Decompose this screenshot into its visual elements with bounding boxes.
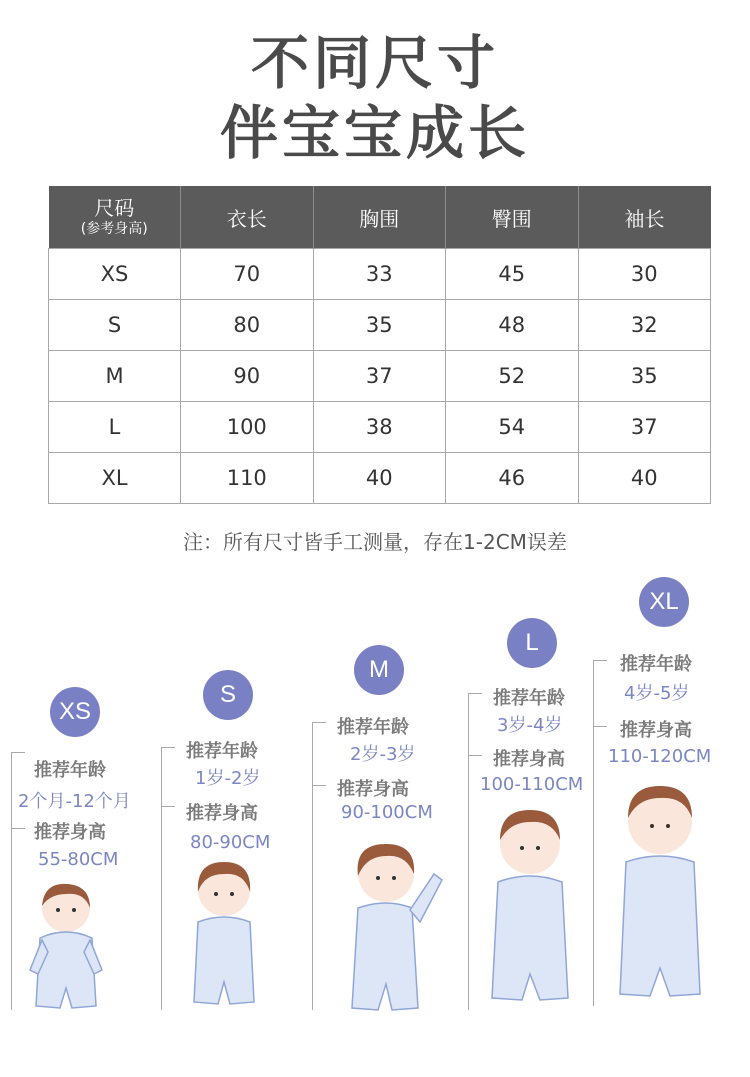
height-bracket-l	[468, 693, 469, 1010]
child-illustration-s	[182, 856, 266, 1012]
header-chest: 胸围	[313, 186, 446, 249]
cell-hip: 48	[446, 300, 579, 351]
cell-length: 90	[181, 351, 314, 402]
height-value-xl: 110-120CM	[608, 746, 712, 767]
cell-hip: 46	[446, 453, 579, 504]
bracket-tick	[593, 660, 607, 661]
child-illustration-xs	[26, 878, 106, 1018]
child-illustration-m	[334, 838, 444, 1020]
cell-sleeve: 32	[578, 300, 711, 351]
size-badge-xl: XL	[639, 577, 689, 627]
size-badge-m: M	[354, 645, 404, 695]
cell-sleeve: 30	[578, 249, 711, 300]
age-label-l: 推荐年龄	[493, 688, 565, 709]
height-label-l: 推荐身高	[493, 749, 565, 770]
bracket-tick	[161, 806, 175, 807]
cell-hip: 54	[446, 402, 579, 453]
height-label-xl: 推荐身高	[620, 720, 692, 741]
height-label-s: 推荐身高	[186, 803, 258, 824]
bracket-tick	[161, 747, 175, 748]
height-value-l: 100-110CM	[480, 774, 584, 795]
table-row	[49, 402, 711, 453]
header-length: 衣长	[181, 186, 314, 249]
size-badge-xs: XS	[50, 687, 100, 737]
age-label-xl: 推荐年龄	[620, 654, 692, 675]
height-value-m: 90-100CM	[341, 802, 433, 823]
table-row	[49, 351, 711, 402]
header-size-note: (参考身高)	[80, 221, 148, 237]
age-label-s: 推荐年龄	[186, 741, 258, 762]
page-title-line1: 不同尺寸	[250, 29, 499, 97]
page-title-line2: 伴宝宝成长	[219, 99, 530, 167]
cell-hip: 45	[446, 249, 579, 300]
row-size: XS	[49, 249, 181, 300]
bracket-tick	[11, 752, 25, 753]
row-size: M	[49, 351, 181, 402]
cell-length: 70	[181, 249, 314, 300]
size-table	[48, 186, 711, 504]
height-label-m: 推荐身高	[337, 779, 409, 800]
height-value-s: 80-90CM	[190, 832, 271, 853]
header-size-label: 尺码	[94, 196, 135, 220]
bracket-tick	[11, 828, 25, 829]
cell-hip: 52	[446, 351, 579, 402]
cell-sleeve: 37	[578, 402, 711, 453]
table-row	[49, 453, 711, 504]
age-value-m: 2岁-3岁	[350, 744, 416, 765]
age-value-xs: 2个月-12个月	[18, 791, 131, 812]
bracket-tick	[468, 755, 482, 756]
row-size: S	[49, 300, 181, 351]
age-value-xl: 4岁-5岁	[624, 683, 690, 704]
cell-chest: 38	[313, 402, 446, 453]
bracket-tick	[312, 722, 326, 723]
header-hip: 臀围	[446, 186, 579, 249]
child-illustration-xl	[610, 782, 710, 1008]
bracket-tick	[593, 726, 607, 727]
header-sleeve: 袖长	[578, 186, 711, 249]
cell-length: 80	[181, 300, 314, 351]
age-value-l: 3岁-4岁	[497, 715, 563, 736]
size-badge-l: L	[507, 618, 557, 668]
cell-chest: 35	[313, 300, 446, 351]
age-value-s: 1岁-2岁	[195, 768, 261, 789]
header-size	[49, 186, 181, 249]
cell-sleeve: 35	[578, 351, 711, 402]
bracket-tick	[312, 785, 326, 786]
cell-length: 100	[181, 402, 314, 453]
cell-chest: 37	[313, 351, 446, 402]
table-header-row	[49, 186, 711, 249]
row-size: XL	[49, 453, 181, 504]
cell-length: 110	[181, 453, 314, 504]
cell-sleeve: 40	[578, 453, 711, 504]
height-bracket-xs	[11, 752, 12, 1010]
height-label-xs: 推荐身高	[34, 822, 106, 843]
measurement-note: 注：所有尺寸皆手工测量，存在1-2CM误差	[183, 530, 567, 554]
height-bracket-m	[312, 722, 313, 1010]
height-bracket-s	[161, 747, 162, 1010]
table-row	[49, 300, 711, 351]
row-size: L	[49, 402, 181, 453]
cell-chest: 40	[313, 453, 446, 504]
bracket-tick	[468, 693, 482, 694]
height-value-xs: 55-80CM	[38, 849, 119, 870]
cell-chest: 33	[313, 249, 446, 300]
age-label-xs: 推荐年龄	[34, 760, 106, 781]
size-badge-s: S	[203, 670, 253, 720]
age-label-m: 推荐年龄	[337, 717, 409, 738]
table-row	[49, 249, 711, 300]
height-bracket-xl	[593, 660, 594, 1006]
child-illustration-l	[484, 806, 578, 1012]
